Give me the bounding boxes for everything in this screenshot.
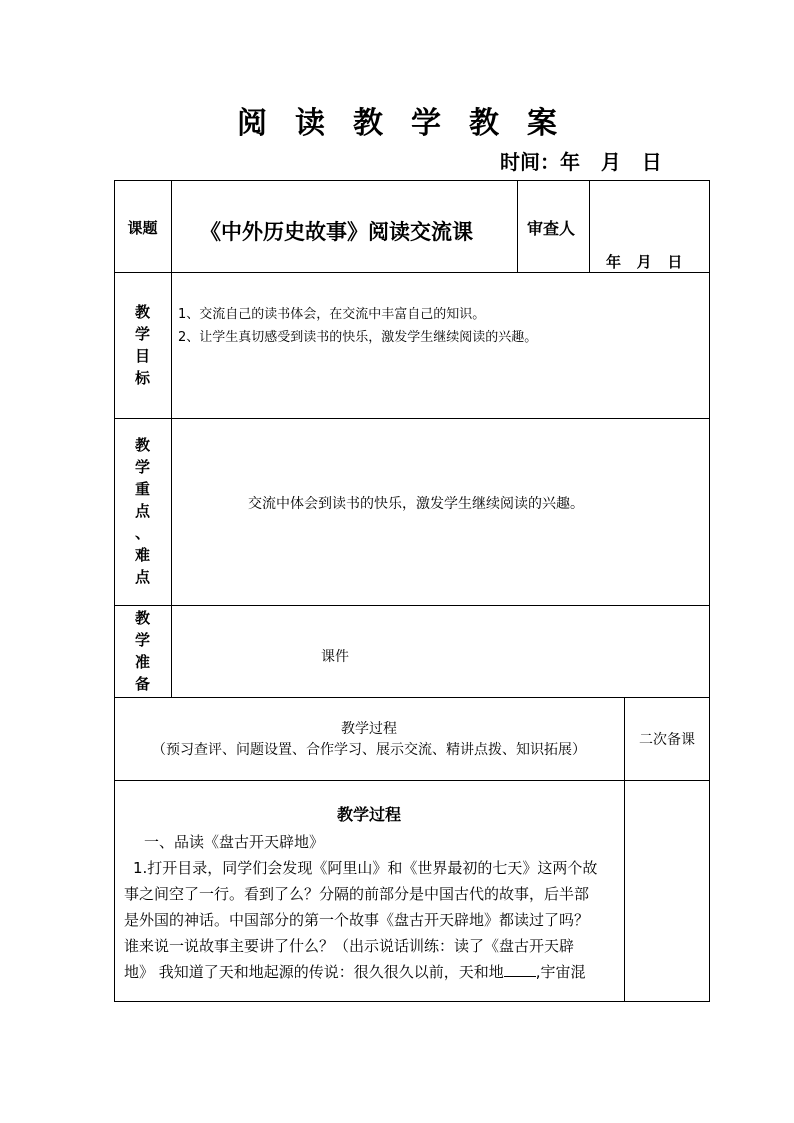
label-char: 教 bbox=[134, 609, 150, 627]
objectives-label bbox=[114, 301, 171, 389]
label-char: 点 bbox=[134, 502, 150, 520]
document-title: 阅读教学教案 bbox=[237, 106, 585, 141]
line-text: ,宇宙混 bbox=[535, 963, 586, 981]
label-char: 学 bbox=[134, 631, 150, 649]
fill-in-blank bbox=[504, 962, 536, 977]
paragraph-line: 谁来说一说故事主要讲了什么？（出示说话训练：读了《盘古开天辟 bbox=[124, 937, 575, 955]
label-char: 学 bbox=[134, 325, 150, 343]
process-paragraph bbox=[124, 855, 620, 985]
line-text: 地》 我知道了天和地起源的传说：很久很久以前，天和地 bbox=[124, 963, 504, 981]
row-divider bbox=[114, 605, 710, 606]
label-char: 学 bbox=[134, 458, 150, 476]
label-char: 教 bbox=[134, 303, 150, 321]
review-date: 年 月 日 bbox=[606, 253, 683, 271]
section-heading: 一、品读《盘古开天辟地》 bbox=[144, 833, 325, 851]
topic-label: 课题 bbox=[127, 219, 158, 237]
label-char: 目 bbox=[134, 347, 150, 365]
key-points-label bbox=[114, 434, 171, 588]
column-divider bbox=[589, 180, 590, 272]
paragraph-line: 是外国的神话。中国部分的第一个故事《盘古开天辟地》都读过了吗？ bbox=[124, 911, 590, 929]
process-header-title: 教学过程 bbox=[341, 721, 397, 737]
label-char: 教 bbox=[134, 436, 150, 454]
objective-item: 1、交流自己的读书体会，在交流中丰富自己的知识。 bbox=[178, 307, 486, 322]
label-char: 、 bbox=[134, 524, 150, 542]
column-divider bbox=[171, 180, 172, 697]
paragraph-line: 事之间空了一行。看到了么？分隔的前部分是中国古代的故事，后半部 bbox=[124, 885, 590, 903]
row-divider bbox=[114, 697, 710, 698]
label-char: 难 bbox=[134, 546, 150, 564]
lesson-topic: 《中外历史故事》阅读交流课 bbox=[200, 220, 473, 244]
date-line: 时间：年 月 日 bbox=[500, 150, 662, 174]
label-char: 标 bbox=[134, 369, 150, 387]
process-header-subtitle: （预习查评、问题设置、合作学习、展示交流、精讲点拨、知识拓展） bbox=[152, 742, 586, 758]
objective-item: 2、让学生真切感受到读书的快乐，激发学生继续阅读的兴趣。 bbox=[178, 330, 538, 345]
reviewer-label: 审查人 bbox=[527, 219, 576, 238]
paragraph-line bbox=[124, 959, 620, 985]
label-char: 备 bbox=[134, 675, 150, 693]
preparation-text: 课件 bbox=[321, 649, 349, 665]
process-heading: 教学过程 bbox=[336, 805, 401, 824]
label-char: 点 bbox=[134, 568, 150, 586]
paragraph-line: 1.打开目录，同学们会发现《阿里山》和《世界最初的七天》这两个故 bbox=[133, 859, 598, 877]
second-prep-label: 二次备课 bbox=[639, 732, 695, 748]
row-divider bbox=[114, 272, 710, 273]
row-divider bbox=[114, 780, 710, 781]
label-char: 准 bbox=[134, 653, 150, 671]
column-divider bbox=[517, 180, 518, 272]
preparation-label bbox=[114, 607, 171, 695]
key-points-text: 交流中体会到读书的快乐，激发学生继续阅读的兴趣。 bbox=[248, 496, 584, 512]
label-char: 重 bbox=[134, 480, 150, 498]
row-divider bbox=[114, 418, 710, 419]
